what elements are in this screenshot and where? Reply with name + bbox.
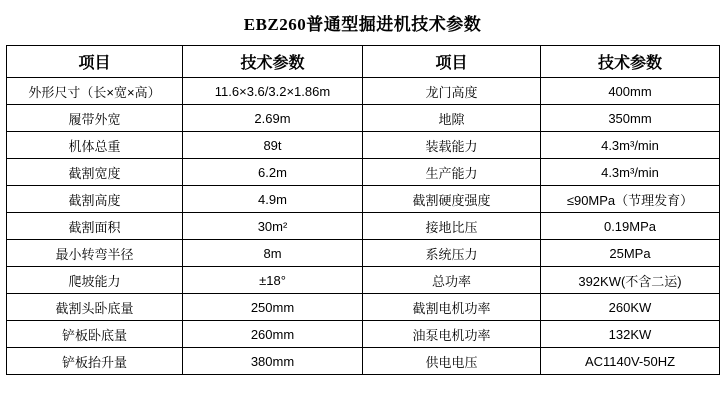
spec-value-left: 4.9m [183,186,363,213]
column-header-value-right: 技术参数 [541,46,720,78]
table-row [7,348,720,375]
column-header-item-right: 项目 [363,46,541,78]
spec-label-left: 最小转弯半径 [7,240,183,267]
table-row [7,78,720,105]
table-row [7,240,720,267]
spec-value-left: 2.69m [183,105,363,132]
spec-value-left: 380mm [183,348,363,375]
spec-label-right: 油泵电机功率 [363,321,541,348]
spec-value-left: 11.6×3.6/3.2×1.86m [183,78,363,105]
spec-label-left: 机体总重 [7,132,183,159]
spec-value-right: 350mm [541,105,720,132]
table-row [7,294,720,321]
spec-label-left: 履带外宽 [7,105,183,132]
spec-table [6,45,720,375]
table-header-row [7,46,720,78]
spec-value-left: 89t [183,132,363,159]
spec-value-right: ≤90MPa（节理发育） [541,186,720,213]
spec-value-right: 25MPa [541,240,720,267]
spec-value-right: AC1140V-50HZ [541,348,720,375]
spec-value-left: 8m [183,240,363,267]
column-header-value-left: 技术参数 [183,46,363,78]
page-title: EBZ260普通型掘进机技术参数 [243,15,482,34]
spec-table-container [0,45,725,375]
table-row [7,105,720,132]
spec-label-right: 生产能力 [363,159,541,186]
spec-value-right: 392KW(不含二运) [541,267,720,294]
spec-value-right: 4.3m³/min [541,159,720,186]
table-row [7,213,720,240]
spec-label-left: 截割高度 [7,186,183,213]
spec-label-right: 截割硬度强度 [363,186,541,213]
spec-label-right: 地隙 [363,105,541,132]
table-row [7,267,720,294]
spec-label-right: 系统压力 [363,240,541,267]
table-row [7,132,720,159]
spec-value-left: 6.2m [183,159,363,186]
spec-value-right: 132KW [541,321,720,348]
spec-value-right: 400mm [541,78,720,105]
spec-label-left: 截割宽度 [7,159,183,186]
spec-label-left: 爬坡能力 [7,267,183,294]
spec-label-right: 装载能力 [363,132,541,159]
spec-value-right: 260KW [541,294,720,321]
spec-value-left: 250mm [183,294,363,321]
spec-label-left: 截割面积 [7,213,183,240]
spec-value-right: 0.19MPa [541,213,720,240]
spec-label-left: 铲板抬升量 [7,348,183,375]
spec-label-left: 铲板卧底量 [7,321,183,348]
column-header-item-left: 项目 [7,46,183,78]
spec-label-left: 截割头卧底量 [7,294,183,321]
spec-value-left: ±18° [183,267,363,294]
spec-label-right: 龙门高度 [363,78,541,105]
spec-label-right: 截割电机功率 [363,294,541,321]
spec-value-left: 260mm [183,321,363,348]
spec-label-left: 外形尺寸（长×宽×高） [7,78,183,105]
spec-label-right: 接地比压 [363,213,541,240]
table-row [7,186,720,213]
table-row [7,321,720,348]
spec-value-right: 4.3m³/min [541,132,720,159]
spec-label-right: 供电电压 [363,348,541,375]
spec-label-right: 总功率 [363,267,541,294]
spec-value-left: 30m² [183,213,363,240]
table-row [7,159,720,186]
